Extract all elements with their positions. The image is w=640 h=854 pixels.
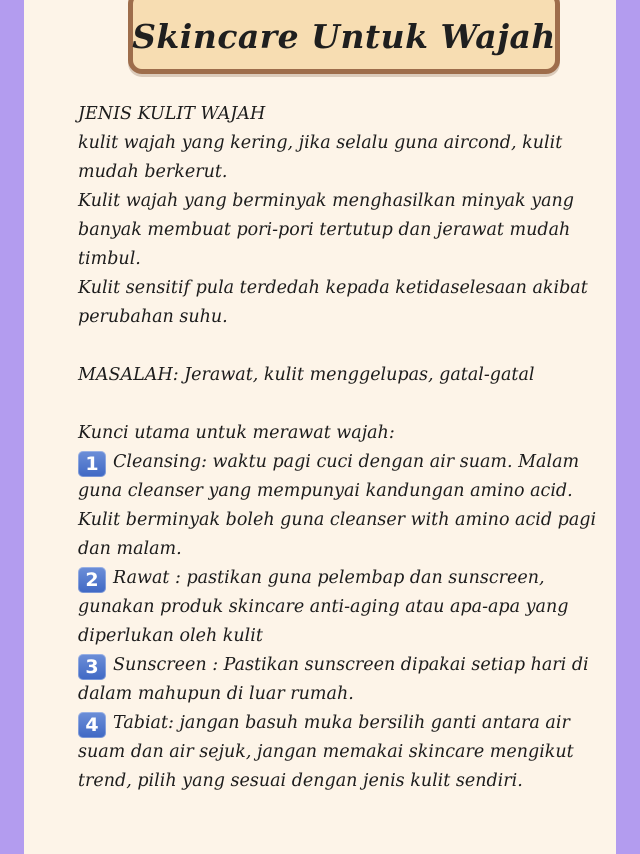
care-step-line: guna cleanser yang mempunyai kandungan amino acid.: [78, 481, 573, 501]
care-step-text: Rawat : pastikan guna pelembap dan sunscreen,: [113, 568, 545, 588]
care-step-line: dan malam.: [78, 539, 182, 559]
care-step-text: Sunscreen : Pastikan sunscreen dipakai setiap hari di: [113, 655, 589, 675]
title-banner: [128, 0, 560, 74]
problems-text: MASALAH: Jerawat, kulit menggelupas, gatal-gatal: [78, 365, 535, 385]
care-step-line: suam dan air sejuk, jangan memakai skincare mengikut: [78, 742, 574, 762]
spacer: [78, 332, 626, 361]
skin-types-section: [78, 100, 626, 332]
skin-types-line: timbul.: [78, 249, 141, 269]
number-2-badge-icon: 2: [78, 567, 106, 593]
care-step-line: trend, pilih yang sesuai dengan jenis kulit sendiri.: [78, 771, 523, 791]
care-step-3: [78, 651, 626, 709]
skin-types-line: mudah berkerut.: [78, 162, 228, 182]
key-care-heading: Kunci utama untuk merawat wajah:: [78, 423, 395, 443]
care-step-line: gunakan produk skincare anti-aging atau apa-apa yang: [78, 597, 569, 617]
care-step-1: [78, 448, 626, 564]
page-title: Skincare Untuk Wajah: [132, 16, 556, 56]
number-4-badge-icon: 4: [78, 712, 106, 738]
care-step-line: diperlukan oleh kulit: [78, 626, 263, 646]
care-step-4: [78, 709, 626, 796]
care-step-2: [78, 564, 626, 651]
skin-types-line: banyak membuat pori-pori tertutup dan jerawat mudah: [78, 220, 571, 240]
care-step-text: Tabiat: jangan basuh muka bersilih ganti antara air: [113, 713, 570, 733]
skin-types-line: perubahan suhu.: [78, 307, 228, 327]
care-step-text: Cleansing: waktu pagi cuci dengan air suam. Malam: [113, 452, 580, 472]
note-page: [24, 0, 616, 854]
number-1-badge-icon: 1: [78, 451, 106, 477]
care-step-first-line: [78, 651, 626, 680]
care-step-first-line: [78, 709, 626, 738]
spacer: [78, 390, 626, 419]
problems-section: [78, 361, 626, 390]
note-body: [78, 100, 626, 796]
skin-types-line: Kulit wajah yang berminyak menghasilkan minyak yang: [78, 191, 574, 211]
skin-types-line: Kulit sensitif pula terdedah kepada ketidaselesaan akibat: [78, 278, 588, 298]
key-care-section: [78, 419, 626, 796]
care-step-first-line: [78, 448, 626, 477]
skin-types-line: kulit wajah yang kering, jika selalu guna aircond, kulit: [78, 133, 563, 153]
care-step-line: Kulit berminyak boleh guna cleanser with amino acid pagi: [78, 510, 597, 530]
care-step-line: dalam mahupun di luar rumah.: [78, 684, 354, 704]
skin-types-heading: JENIS KULIT WAJAH: [78, 104, 266, 124]
care-step-first-line: [78, 564, 626, 593]
number-3-badge-icon: 3: [78, 654, 106, 680]
